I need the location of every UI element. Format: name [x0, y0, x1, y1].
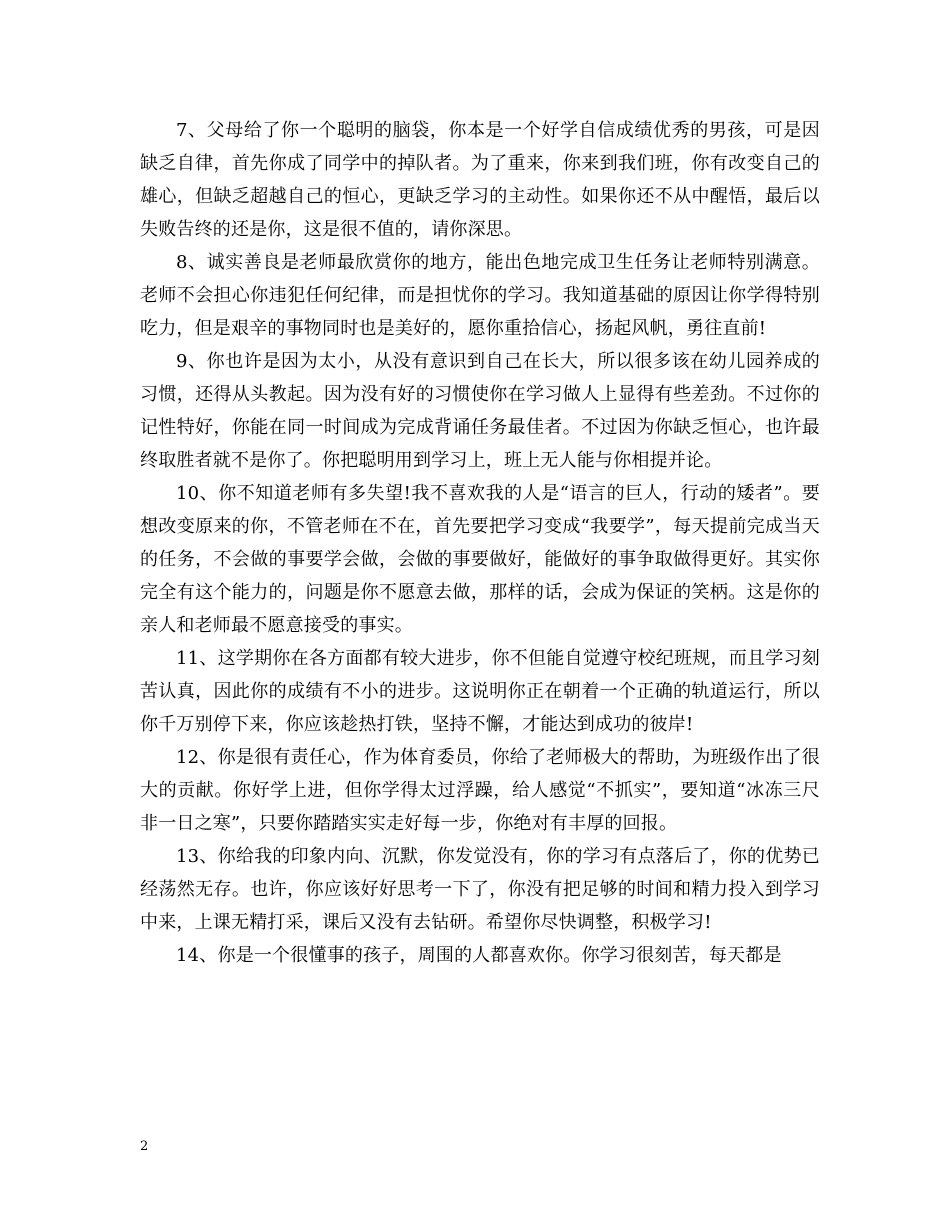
- paragraph-7: 7、父母给了你一个聪明的脑袋，你本是一个好学自信成绩优秀的男孩，可是因缺乏自律，首先你成了同学中的掉队者。为了重来，你来到我们班，你有改变自己的雄心，但缺乏超越自己的恒心，更缺乏学习的主动性。如果你还不从中醒悟，最后以失败告终的还是你，这是很不值的，请你深思。: [140, 120, 820, 240]
- paragraph-11: 11、这学期你在各方面都有较大进步，你不但能自觉遵守校纪班规，而且学习刻苦认真，因此你的成绩有不小的进步。这说明你正在朝着一个正确的轨道运行，所以你千万别停下来，你应该趁热打铁，坚持不懈，才能达到成功的彼岸!: [140, 648, 820, 735]
- paragraph-12: 12、你是很有责任心，作为体育委员，你给了老师极大的帮助，为班级作出了很大的贡献。你好学上进，但你学得太过浮躁，给人感觉“不抓实”，要知道“冰冻三尺非一日之寒”，只要你踏踏实实走好每一步，你绝对有丰厚的回报。: [140, 747, 820, 834]
- paragraph-14: 14、你是一个很懂事的孩子，周围的人都喜欢你。你学习很刻苦，每天都是: [176, 945, 782, 966]
- document-body: [140, 114, 820, 972]
- paragraph-9: 9、你也许是因为太小，从没有意识到自己在长大，所以很多该在幼儿园养成的习惯，还得从头教起。因为没有好的习惯使你在学习做人上显得有些差劲。不过你的记性特好，你能在同一时间成为完成背诵任务最佳者。不过因为你缺乏恒心，也许最终取胜者就不是你了。你把聪明用到学习上，班上无人能与你相提并论。: [140, 351, 820, 471]
- paragraph-8: 8、诚实善良是老师最欣赏你的地方，能出色地完成卫生任务让老师特别满意。老师不会担心你违犯任何纪律，而是担忧你的学习。我知道基础的原因让你学得特别吃力，但是艰辛的事物同时也是美好的，愿你重拾信心，扬起风帆，勇往直前!: [140, 252, 820, 339]
- paragraph-10: 10、你不知道老师有多失望!我不喜欢我的人是“语言的巨人，行动的矮者”。要想改变原来的你，不管老师在不在，首先要把学习变成“我要学”，每天提前完成当天的任务，不会做的事要学会做，会做的事要做好，能做好的事争取做得更好。其实你完全有这个能力的，问题是你不愿意去做，那样的话，会成为保证的笑柄。这是你的亲人和老师最不愿意接受的事实。: [140, 483, 820, 636]
- page-number: 2: [140, 1139, 149, 1154]
- paragraph-13: 13、你给我的印象内向、沉默，你发觉没有，你的学习有点落后了，你的优势已经荡然无存。也许，你应该好好思考一下了，你没有把足够的时间和精力投入到学习中来，上课无精打采，课后又没有去钻研。希望你尽快调整，积极学习!: [140, 846, 820, 933]
